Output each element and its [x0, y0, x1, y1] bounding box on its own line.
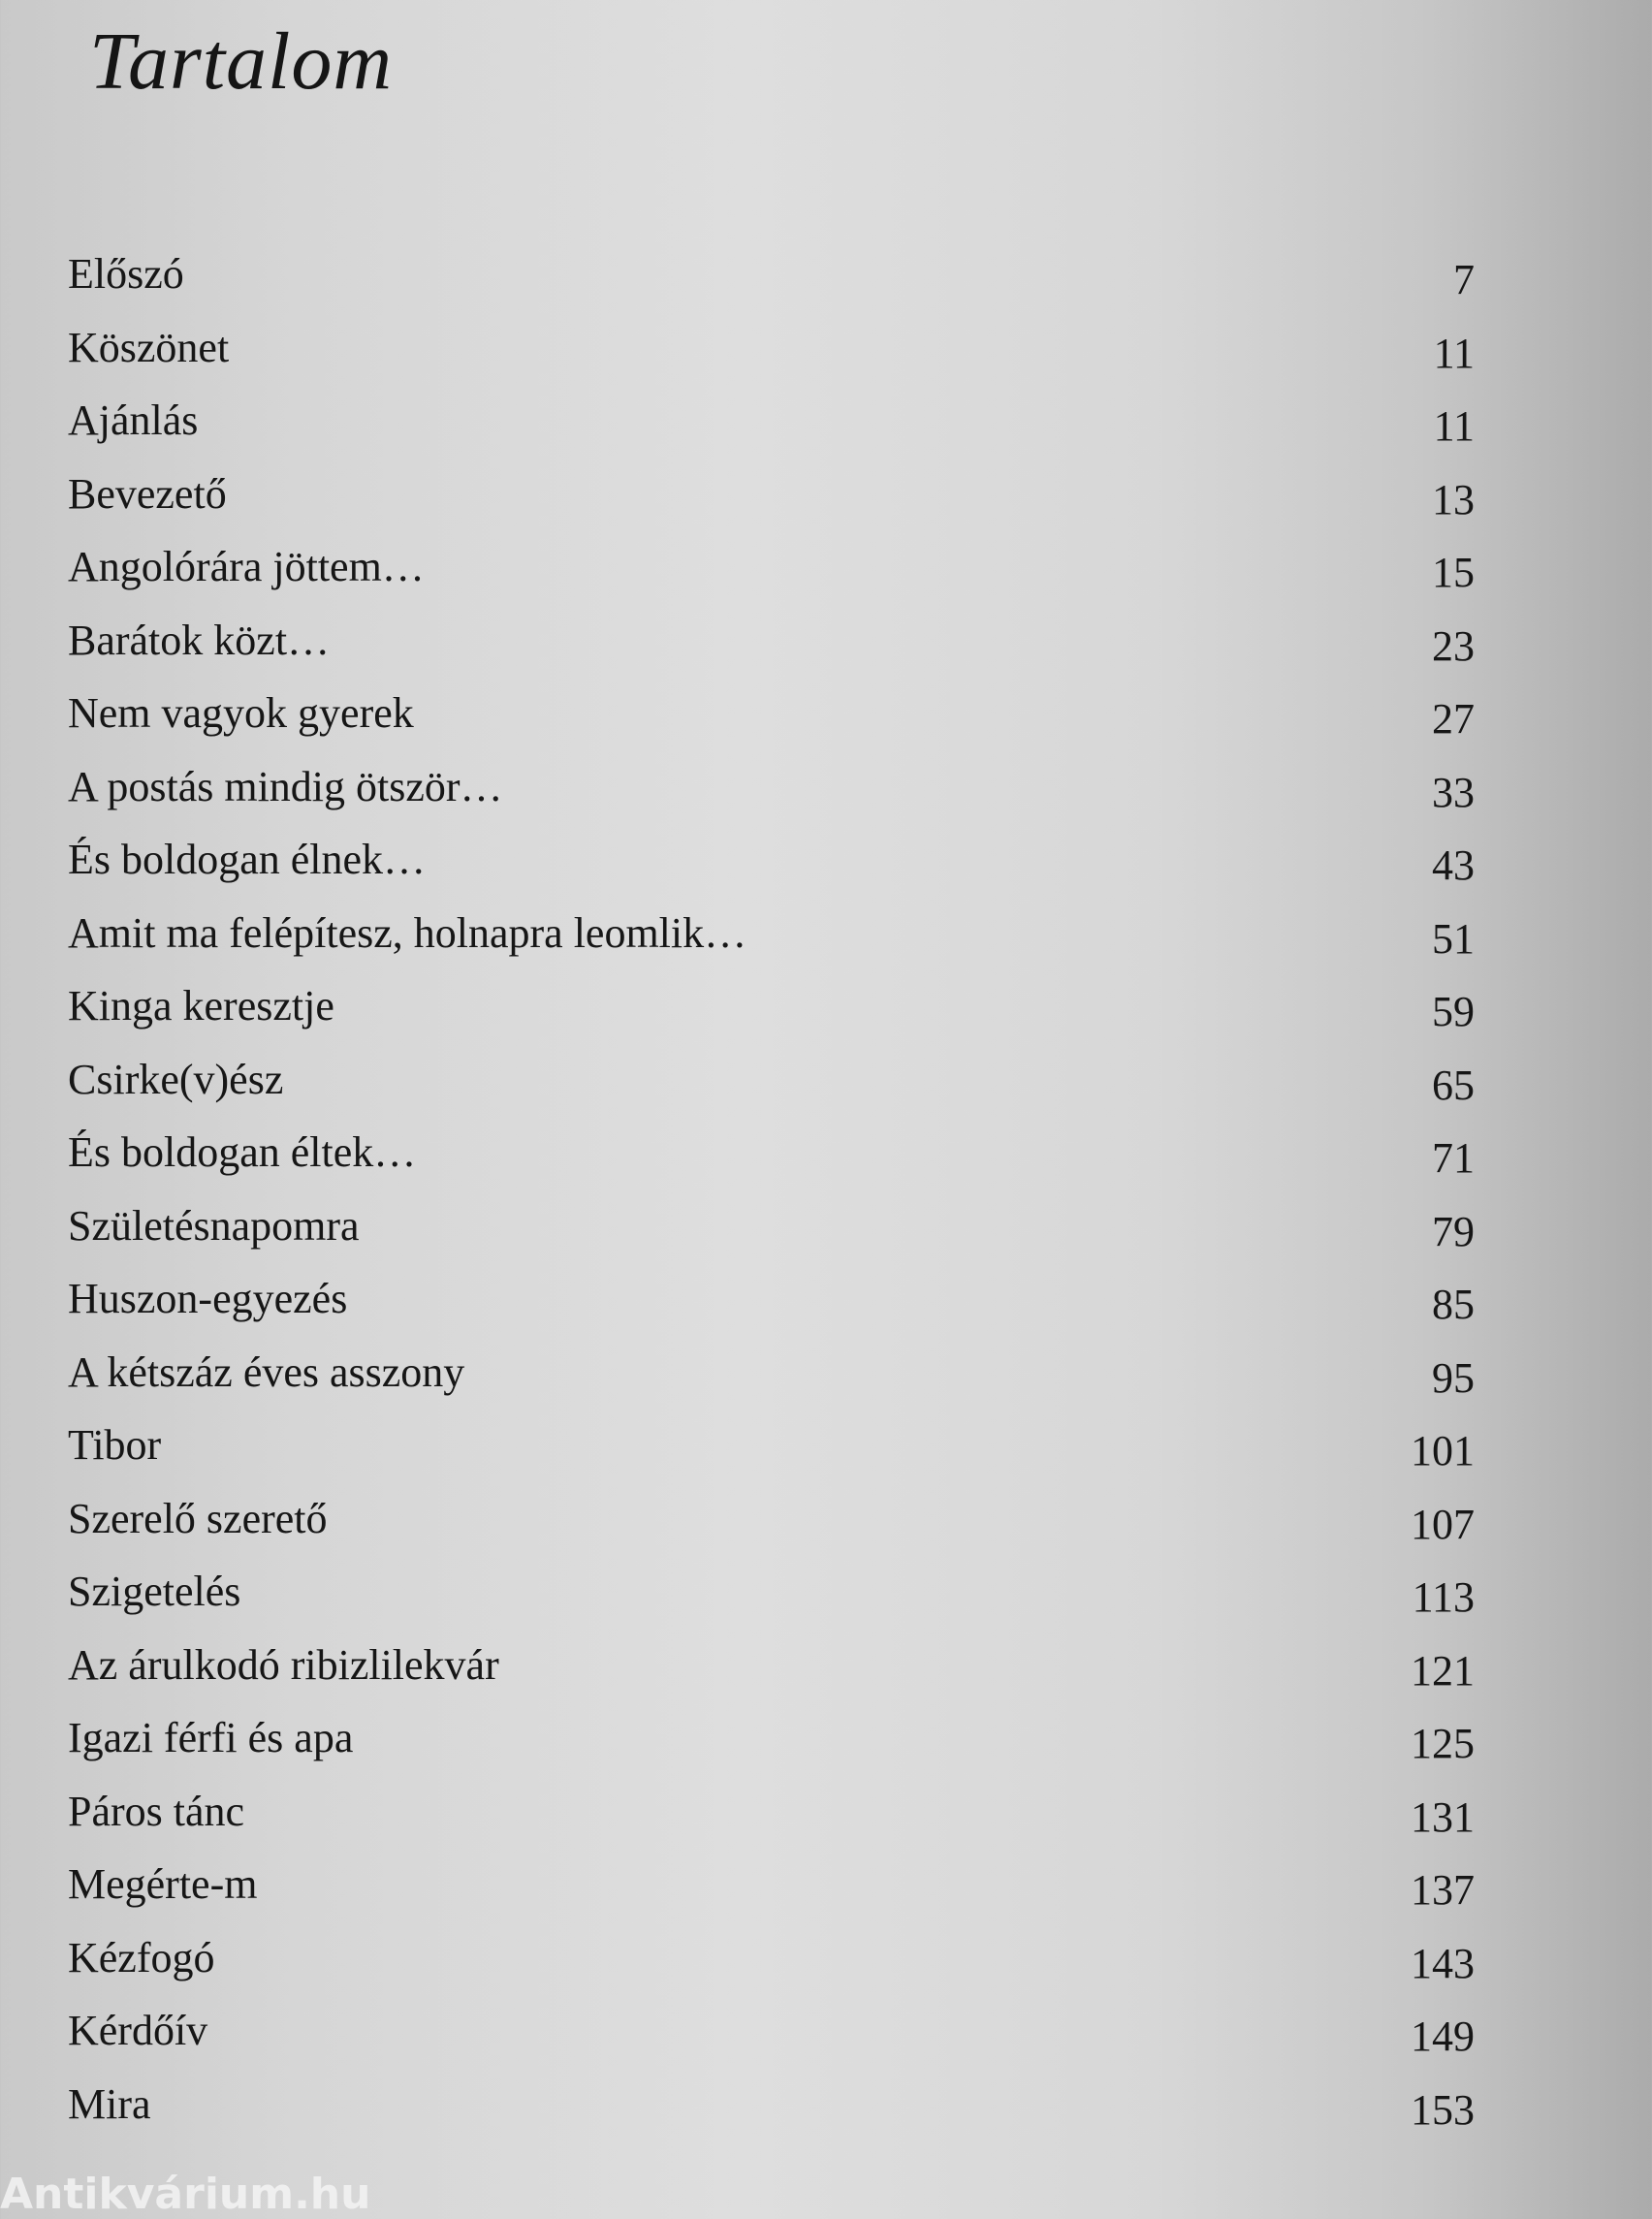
toc-entry	[0, 1701, 1652, 1775]
toc-entry-page-number: 27	[1432, 695, 1475, 743]
toc-entry-title: Szerelő szerető	[68, 1494, 328, 1542]
toc-entry-title: A kétszáz éves asszony	[68, 1347, 465, 1396]
toc-entry-page-number: 131	[1411, 1792, 1475, 1841]
toc-entry-title: Születésnapomra	[68, 1201, 360, 1250]
toc-entry-page-number: 11	[1433, 329, 1475, 377]
toc-entry-title: Tibor	[68, 1421, 162, 1469]
toc-entry-page-number: 33	[1432, 768, 1475, 816]
toc-entry-title: Barátok közt…	[68, 616, 331, 664]
toc-entry	[0, 750, 1652, 824]
watermark: Antikvárium.hu	[0, 2170, 371, 2219]
page-title: Tartalom	[89, 16, 394, 107]
toc-entry-title: Megérte-m	[68, 1860, 258, 1908]
toc-entry	[0, 1409, 1652, 1482]
toc-entry-title: Köszönet	[68, 323, 230, 371]
toc-entry-page-number: 113	[1412, 1573, 1475, 1621]
toc-entry-title: A postás mindig ötször…	[68, 762, 503, 810]
toc-entry	[0, 238, 1652, 311]
toc-entry-page-number: 71	[1432, 1134, 1475, 1182]
toc-entry-page-number: 125	[1411, 1720, 1475, 1767]
toc-entry-title: Igazi férfi és apa	[68, 1714, 354, 1761]
toc-entry	[0, 897, 1652, 970]
toc-entry-title: Ajánlás	[68, 396, 199, 444]
toc-entry-title: Nem vagyok gyerek	[68, 689, 414, 737]
toc-entry-title: Kérdőív	[68, 2007, 208, 2054]
toc-entry-title: Páros tánc	[68, 1787, 245, 1835]
toc-entry-title: Mira	[68, 2079, 151, 2128]
toc-entry-page-number: 153	[1411, 2085, 1475, 2134]
toc-entry	[0, 1555, 1652, 1629]
toc-entry-page-number: 79	[1432, 1207, 1475, 1255]
toc-entry-title: Huszon-egyezés	[68, 1275, 348, 1322]
toc-entry-page-number: 101	[1411, 1427, 1475, 1474]
toc-entry	[0, 1482, 1652, 1556]
toc-entry-page-number: 107	[1411, 1500, 1475, 1548]
toc-entry-title: Angolórára jöttem…	[68, 543, 425, 590]
toc-entry	[0, 1994, 1652, 2068]
toc-entry	[0, 1116, 1652, 1189]
toc-entry-title: Előszó	[68, 250, 184, 298]
toc-entry-title: És boldogan élnek…	[68, 836, 427, 883]
toc-entry	[0, 530, 1652, 604]
toc-entry-page-number: 23	[1432, 621, 1475, 670]
toc-entry-title: Az árulkodó ribizlilekvár	[68, 1640, 499, 1689]
toc-entry-title: Csirke(v)ész	[68, 1055, 284, 1103]
toc-entry-page-number: 149	[1411, 2013, 1475, 2060]
toc-entry-page-number: 13	[1432, 475, 1475, 523]
toc-entry-page-number: 15	[1432, 549, 1475, 596]
toc-entry-page-number: 137	[1411, 1866, 1475, 1914]
toc-entry-page-number: 11	[1433, 402, 1475, 450]
toc-entry	[0, 1629, 1652, 1702]
toc-entry-page-number: 95	[1432, 1353, 1475, 1402]
toc-entry-page-number: 85	[1432, 1281, 1475, 1328]
toc-entry-title: Amit ma felépítesz, holnapra leomlik…	[68, 908, 747, 957]
toc-entry-page-number: 7	[1453, 256, 1475, 303]
toc-entry-title: És boldogan éltek…	[68, 1128, 417, 1176]
toc-entry	[0, 604, 1652, 678]
toc-entry	[0, 1043, 1652, 1117]
toc-entry-page-number: 43	[1432, 841, 1475, 889]
toc-entry	[0, 1336, 1652, 1410]
table-of-contents	[0, 238, 1652, 2140]
toc-entry	[0, 1921, 1652, 1995]
toc-entry	[0, 1189, 1652, 1263]
toc-entry-title: Kinga keresztje	[68, 982, 334, 1030]
toc-entry	[0, 677, 1652, 750]
toc-entry-page-number: 59	[1432, 988, 1475, 1035]
toc-entry	[0, 311, 1652, 385]
toc-entry-page-number: 65	[1432, 1061, 1475, 1109]
toc-entry	[0, 384, 1652, 458]
toc-entry-title: Kézfogó	[68, 1933, 215, 1981]
toc-entry-title: Szigetelés	[68, 1568, 241, 1615]
toc-entry-page-number: 121	[1411, 1646, 1475, 1695]
toc-entry	[0, 458, 1652, 531]
toc-entry	[0, 1775, 1652, 1849]
toc-entry-page-number: 143	[1411, 1939, 1475, 1987]
toc-entry	[0, 2068, 1652, 2141]
toc-entry-title: Bevezető	[68, 469, 227, 518]
toc-entry	[0, 1848, 1652, 1921]
toc-entry-page-number: 51	[1432, 914, 1475, 963]
toc-entry	[0, 823, 1652, 897]
toc-entry	[0, 969, 1652, 1043]
toc-entry	[0, 1262, 1652, 1336]
